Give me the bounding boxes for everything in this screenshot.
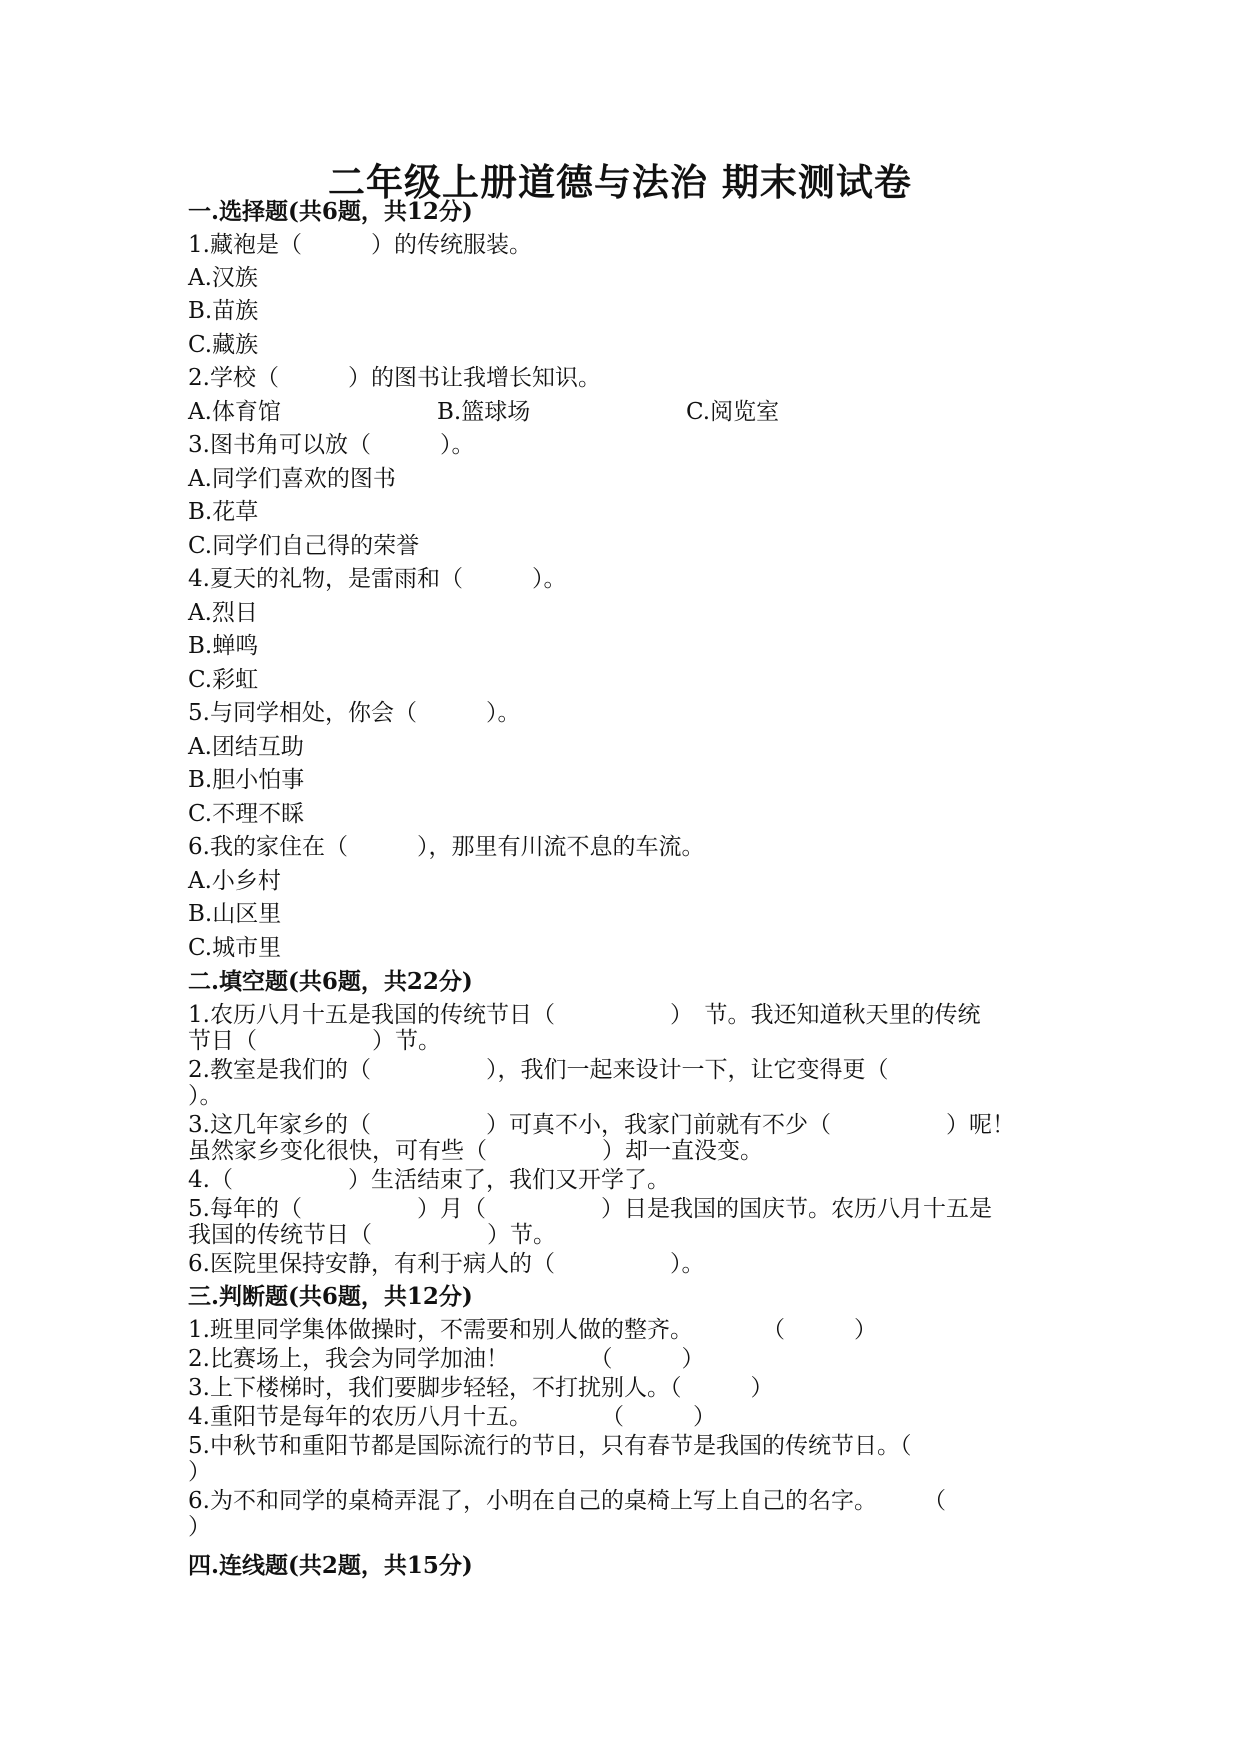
judge-q6-line1: 6.为不和同学的桌椅弄混了，小明在自己的桌椅上写上自己的名字。 （ (188, 1488, 946, 1514)
judge-q3: 3.上下楼梯时，我们要脚步轻轻，不打扰别人。（ ） (188, 1375, 774, 1401)
choice-q6-option-a: A.小乡村 (188, 868, 281, 894)
judge-q5-line1: 5.中秋节和重阳节都是国际流行的节日，只有春节是我国的传统节日。（ (188, 1433, 912, 1459)
fill-q2-line1: 2.教室是我们的（ ），我们一起来设计一下，让它变得更（ (188, 1057, 889, 1083)
choice-q1-stem: 1.藏袍是（ ）的传统服装。 (188, 232, 532, 258)
fill-q1-line2: 节日（ ）节。 (188, 1028, 441, 1054)
judge-q2: 2.比赛场上，我会为同学加油！ （ ） (188, 1346, 705, 1372)
judge-q5-line2: ） (188, 1459, 211, 1485)
fill-q5-line2: 我国的传统节日（ ）节。 (188, 1222, 556, 1248)
choice-q1-option-a: A.汉族 (188, 265, 258, 291)
fill-q6: 6.医院里保持安静，有利于病人的（ ）。 (188, 1251, 705, 1277)
choice-q2-option-b: B.篮球场 (437, 399, 531, 425)
choice-q1-option-c: C.藏族 (188, 332, 259, 358)
fill-q5-line1: 5.每年的（ ）月（ ）日是我国的国庆节。农历八月十五是 (188, 1196, 992, 1222)
page-title: 二年级上册道德与法治 期末测试卷 (328, 160, 912, 204)
judge-q6-line2: ） (188, 1514, 211, 1540)
choice-q4-stem: 4.夏天的礼物，是雷雨和（ ）。 (188, 566, 567, 592)
choice-q3-option-c: C.同学们自己得的荣誉 (188, 533, 420, 559)
choice-q6-stem: 6.我的家住在（ ），那里有川流不息的车流。 (188, 834, 705, 860)
choice-q5-option-b: B.胆小怕事 (188, 767, 305, 793)
choice-q2-option-a: A.体育馆 (188, 399, 281, 425)
choice-q4-option-a: A.烈日 (188, 600, 258, 626)
choice-q4-option-b: B.蝉鸣 (188, 633, 259, 659)
section-heading-true-false: 三.判断题(共6题，共12分) (188, 1283, 473, 1310)
fill-q3-line2: 虽然家乡变化很快，可有些（ ）却一直没变。 (188, 1138, 763, 1164)
choice-q3-option-b: B.花草 (188, 499, 259, 525)
choice-q3-option-a: A.同学们喜欢的图书 (188, 466, 396, 492)
section-heading-fill-blank: 二.填空题(共6题，共22分) (188, 968, 473, 995)
judge-q1: 1.班里同学集体做操时，不需要和别人做的整齐。 （ ） (188, 1317, 877, 1343)
choice-q5-stem: 5.与同学相处，你会（ ）。 (188, 700, 521, 726)
choice-q6-option-b: B.山区里 (188, 901, 282, 927)
choice-q1-option-b: B.苗族 (188, 298, 259, 324)
choice-q6-option-c: C.城市里 (188, 935, 282, 961)
choice-q5-option-c: C.不理不睬 (188, 801, 305, 827)
choice-q2-option-c: C.阅览室 (686, 399, 780, 425)
fill-q2-line2: ）。 (188, 1083, 223, 1109)
fill-q3-line1: 3.这几年家乡的（ ）可真不小，我家门前就有不少（ ）呢！ (188, 1112, 1015, 1138)
section-heading-choice: 一.选择题(共6题，共12分) (188, 198, 473, 225)
choice-q2-stem: 2.学校（ ）的图书让我增长知识。 (188, 365, 601, 391)
section-heading-matching: 四.连线题(共2题，共15分) (188, 1552, 473, 1579)
choice-q3-stem: 3.图书角可以放（ ）。 (188, 432, 475, 458)
judge-q4: 4.重阳节是每年的农历八月十五。 （ ） (188, 1404, 716, 1430)
choice-q4-option-c: C.彩虹 (188, 667, 259, 693)
fill-q1-line1: 1.农历八月十五是我国的传统节日（ ） 节。我还知道秋天里的传统 (188, 1002, 981, 1028)
choice-q5-option-a: A.团结互助 (188, 734, 304, 760)
fill-q4: 4.（ ）生活结束了，我们又开学了。 (188, 1167, 670, 1193)
